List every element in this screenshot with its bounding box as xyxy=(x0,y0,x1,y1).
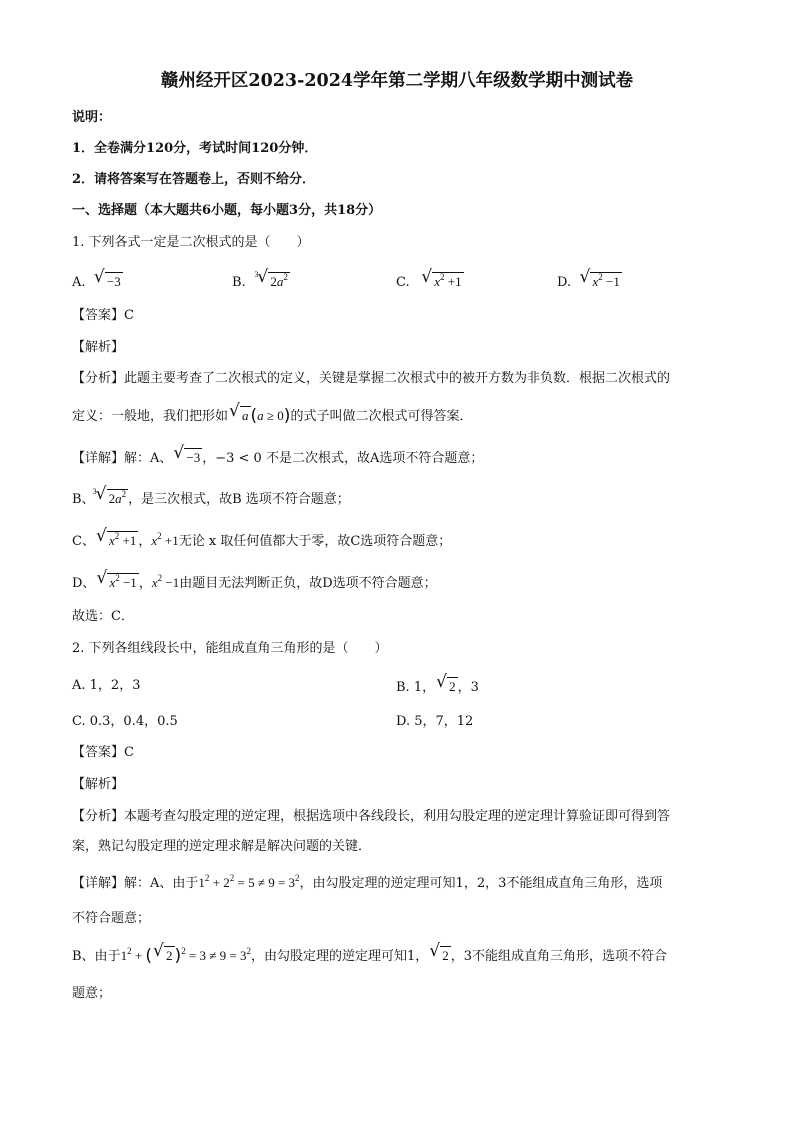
text-segment: ，3不能组成直角三角形，选项不符合 xyxy=(450,949,668,964)
question-1-option-d xyxy=(557,272,622,292)
cbrt-2a2-expr: √ 3 $2a^2$ xyxy=(250,274,290,289)
option-letter: C. xyxy=(396,275,410,290)
sqrt-2-expr: √ 2 xyxy=(435,679,458,694)
text-segment: C、 xyxy=(72,534,95,549)
question-1-option-b xyxy=(232,272,290,292)
text-segment: 由题目无法判断正负，故D选项不符合题意； xyxy=(179,576,437,591)
instruction-item-1: 1．全卷满分120分，考试时间120分钟． xyxy=(72,141,318,156)
question-1-analysis-label: 【解析】 xyxy=(72,340,125,355)
option-letter: B. xyxy=(232,275,246,290)
text-segment: B. 1， xyxy=(396,680,436,695)
pythagoras-check-a-expr: $1^2 + 2^2 = 5 \ne 9 = 3^2$ xyxy=(198,873,300,890)
text-segment: ，由勾股定理的逆定理可知1， xyxy=(251,949,429,964)
question-1-option-c xyxy=(396,272,464,292)
question-2-answer: 【答案】C xyxy=(72,745,134,760)
pythagoras-check-b-expr: $1^2$ + (√ 2 )$^2 = 3 \ne 9 = 3^2$ xyxy=(121,948,251,963)
question-1-detail-c xyxy=(72,531,451,551)
text-segment: ，由勾股定理的逆定理可知1，2，3不能组成直角三角形，选项 xyxy=(299,876,663,891)
question-2-detail-b-line-2: 题意； xyxy=(72,986,112,1001)
cbrt-2a2-expr: √ 3 $2a^2$ xyxy=(95,491,129,506)
instructions-heading: 说明： xyxy=(72,110,112,125)
question-1-stem: 1. 下列各式一定是二次根式的是（ ） xyxy=(72,235,310,250)
sqrt-neg3-expr: √ −3 xyxy=(172,450,202,465)
text-segment: ，−3 < 0 不是二次根式，故A选项不符合题意； xyxy=(202,451,484,466)
question-2-option-c: C. 0.3，0.4，0.5 xyxy=(72,714,178,729)
text-segment: B、 xyxy=(72,492,95,507)
question-2-fenxi-line-1: 【分析】本题考查勾股定理的逆定理，根据选项中各线段长，利用勾股定理的逆定理计算验证即可得到答 xyxy=(72,809,671,824)
question-1-option-a xyxy=(72,272,123,292)
sqrt-neg3-expr: √ −3 xyxy=(90,274,123,289)
option-letter: D. xyxy=(557,275,572,290)
question-2-option-d: D. 5，7，12 xyxy=(396,714,474,729)
text-segment: 【详解】解：A、 xyxy=(72,451,173,466)
question-2-stem: 2. 下列各组线段长中，能组成直角三角形的是（ ） xyxy=(72,641,388,656)
question-2-detail-a xyxy=(72,874,662,893)
text-segment: ，3 xyxy=(457,680,479,695)
sqrt-x2-plus-1-expr: √ $x^2 +1$ xyxy=(414,274,464,289)
question-2-analysis-label: 【解析】 xyxy=(72,777,125,792)
question-2-fenxi-line-2: 案，熟记勾股定理的逆定理求解是解决问题的关键． xyxy=(72,839,372,854)
text-segment: B、由于 xyxy=(72,949,121,964)
question-2-detail-b xyxy=(72,946,667,966)
instruction-item-2: 2．请将答案写在答题卷上，否则不给分． xyxy=(72,172,316,187)
page-title: 赣州经开区2023-2024学年第二学期八年级数学期中测试卷 xyxy=(160,71,634,91)
text-segment: 无论 x 取任何值都大于零，故C选项符合题意； xyxy=(178,534,452,549)
option-letter: A. xyxy=(72,275,86,290)
question-1-answer: 【答案】C xyxy=(72,308,134,323)
text-segment: 定义：一般地，我们把形如 xyxy=(72,409,229,424)
sqrt-2-expr: √ 2 xyxy=(428,948,451,963)
sqrt-x2-minus-1-expr: √ $x^2 -1$ ，$x^2 -1$ xyxy=(95,575,179,590)
question-1-detail-b xyxy=(72,489,350,509)
sqrt-a-condition-expr: √ a (a ≥ 0) xyxy=(228,408,290,423)
text-segment: D、 xyxy=(72,576,96,591)
text-segment: ，是三次根式，故B 选项不符合题意； xyxy=(128,492,350,507)
question-1-detail-d xyxy=(72,573,437,593)
sqrt-x2-plus-1-expr: √ $x^2 +1$ ，$x^2 +1$ xyxy=(95,533,179,548)
question-2-option-a: A. 1，2，3 xyxy=(72,678,141,693)
question-2-detail-a-line-2: 不符合题意； xyxy=(72,911,151,926)
text-segment: 的式子叫做二次根式可得答案． xyxy=(290,409,473,424)
question-1-conclusion: 故选：C． xyxy=(72,609,134,624)
section-heading: 一、选择题（本大题共6小题，每小题3分，共18分） xyxy=(72,203,382,218)
question-2-option-b xyxy=(396,677,479,697)
question-1-fenxi-line-1: 【分析】此题主要考查了二次根式的定义，关键是掌握二次根式中的被开方数为非负数．根据二次根式的 xyxy=(72,371,671,386)
sqrt-x2-minus-1-expr: √ $x^2 -1$ xyxy=(575,274,622,289)
text-segment: 【详解】解：A、由于 xyxy=(72,876,199,891)
question-1-fenxi-line-2 xyxy=(72,406,472,426)
question-1-detail-a xyxy=(72,448,483,468)
